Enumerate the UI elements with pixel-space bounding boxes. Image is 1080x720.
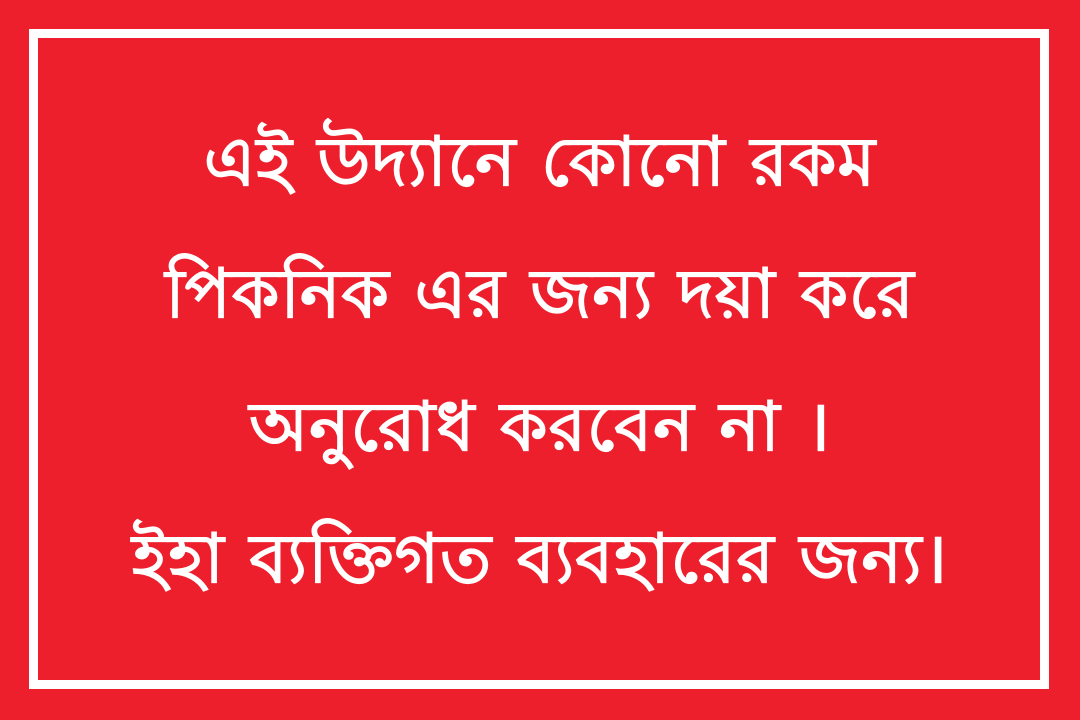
sign-line-1: এই উদ্যানে কোনো রকম [203, 122, 877, 202]
sign-message [38, 38, 1042, 682]
sign-line-3: অনুরোধ করবেন না । [249, 387, 831, 467]
sign-line-2: পিকনিক এর জন্য দয়া করে [165, 255, 915, 335]
sign-line-4: ইহা ব্যক্তিগত ব্যবহারের জন্য। [132, 520, 948, 600]
